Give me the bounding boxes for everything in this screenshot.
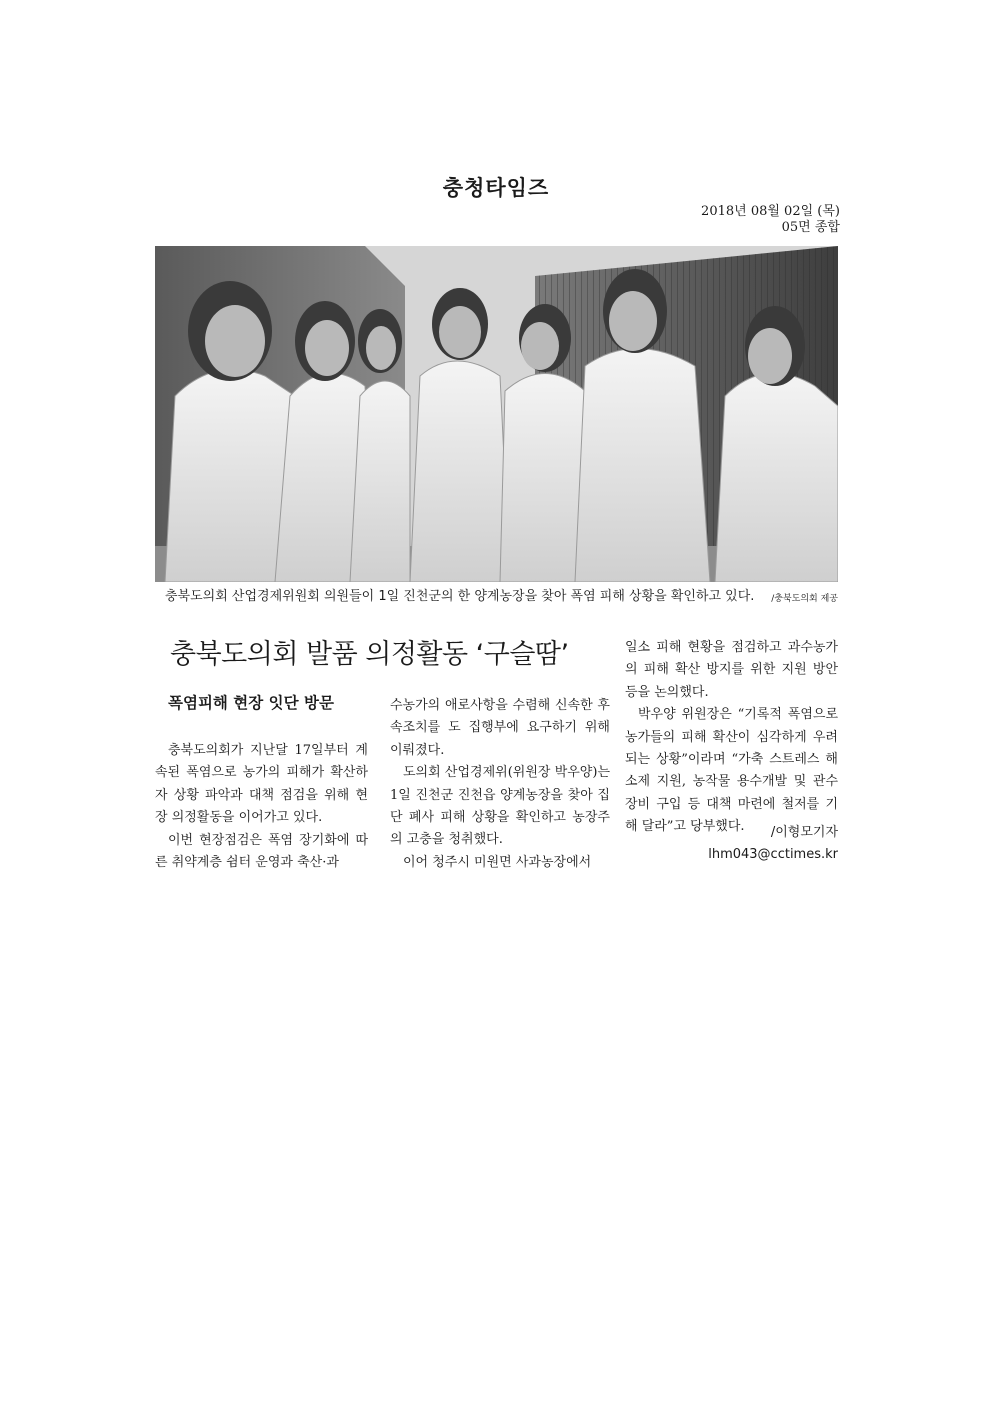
article-photo (155, 246, 838, 582)
article-column-1 (155, 740, 368, 874)
caption-text: 충북도의회 산업경제위원회 의원들이 1일 진천군의 한 양계농장을 찾아 폭염 피해 상황을 확인하고 있다. (165, 589, 755, 604)
paragraph: 이번 현장점검은 폭염 장기화에 따른 취약계층 쉼터 운영과 축산·과 (155, 832, 368, 871)
newspaper-masthead: 충청타임즈 (442, 176, 550, 200)
photo-credit: /충북도의회 제공 (771, 594, 838, 604)
article-column-3 (625, 637, 838, 839)
reporter-email: lhm043@cctimes.kr (708, 847, 838, 862)
article-headline: 충북도의회 발품 의정활동 ‘구슬땀’ (170, 639, 569, 670)
paragraph: 이어 청주시 미원면 사과농장에서 (403, 854, 592, 870)
paragraph: 박우양 위원장은 “기록적 폭염으로 농가들의 피해 확산이 심각하게 우려되는 상황”이라며 “가축 스트레스 해소제 지원, 농작물 용수개발 및 관수장비 구입 등 대책 마련에 철저를 기해 달라”고 당부했다. (625, 707, 838, 835)
article-subhead: 폭염피해 현장 잇단 방문 (168, 693, 334, 712)
byline (708, 822, 838, 866)
paragraph: 수농가의 애로사항을 수렴해 신속한 후속조치를 도 집행부에 요구하기 위해 이뤄졌다. (390, 698, 610, 758)
dateline (701, 204, 840, 236)
paragraph: 도의회 산업경제위(위원장 박우양)는 1일 진천군 진천읍 양계농장을 찾아 집단 폐사 피해 상황을 확인하고 농장주의 고충을 청취했다. (390, 765, 610, 848)
photo-illustration (155, 246, 838, 582)
article-column-2 (390, 695, 610, 874)
photo-caption (165, 588, 838, 606)
paragraph: 충북도의회가 지난달 17일부터 계속된 폭염으로 농가의 피해가 확산하자 상황 파악과 대책 점검을 위해 현장 의정활동을 이어가고 있다. (155, 743, 368, 826)
reporter-name: /이형모기자 (770, 825, 838, 840)
paragraph: 일소 피해 현황을 점검하고 과수농가의 피해 확산 방지를 위한 지원 방안 등을 논의했다. (625, 640, 838, 700)
publish-date: 2018년 08월 02일 (목) (701, 204, 840, 219)
page-section: 05면 종합 (781, 220, 840, 235)
